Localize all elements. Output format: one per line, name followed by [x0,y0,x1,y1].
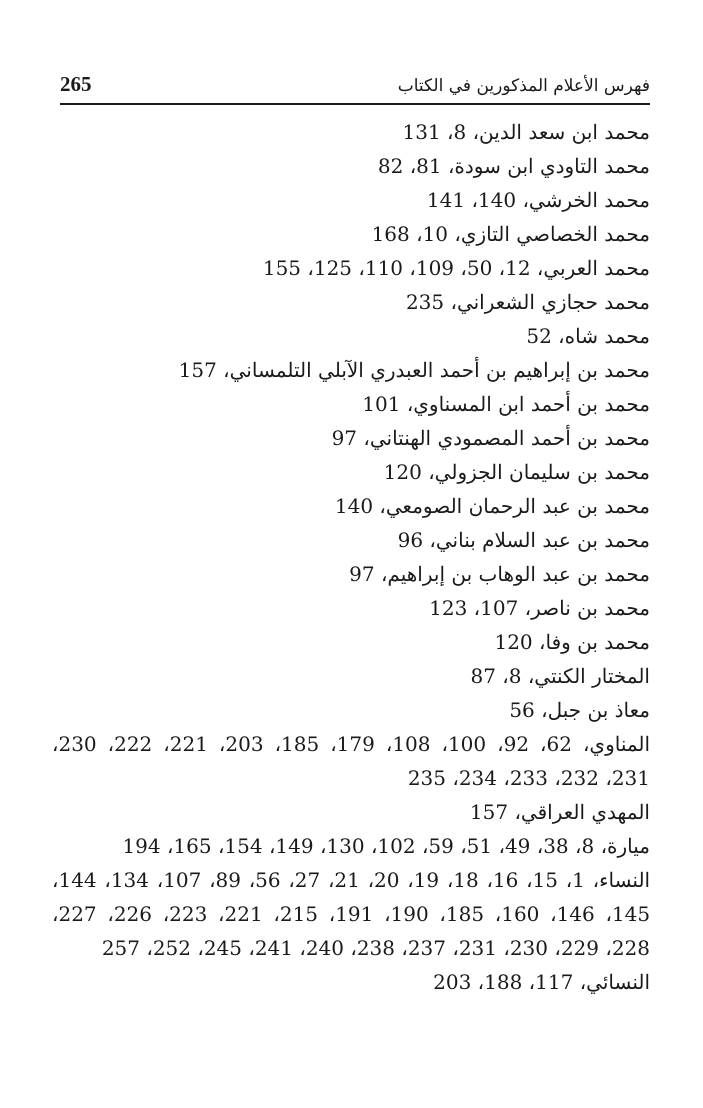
entry-pages: 96 [397,528,424,552]
index-entry [52,863,650,965]
entry-pages: 8، 38، 49، 51، 59، 102، 130، 149، 154، 165، 194 [122,834,595,858]
entry-name: محمد التاودي ابن سودة، [447,154,650,178]
entry-pages: 97 [349,562,375,586]
entry-pages: 52 [526,324,552,348]
index-entry [52,217,650,251]
entry-pages: 56 [509,698,535,722]
index-entry [52,523,650,557]
entry-pages: 117، 188، 203 [433,970,574,994]
entry-pages: 120 [494,630,533,654]
index-entry [52,251,650,285]
entry-name: محمد ابن سعد الدين، [472,120,650,144]
entry-name: محمد بن أحمد ابن المسناوي، [406,392,650,416]
entry-pages: 157 [178,358,217,382]
entry-name: النسائي، [579,970,650,994]
entry-name: معاذ بن جبل، [541,698,650,722]
entry-name: محمد بن عبد الرحمان الصومعي، [379,494,650,518]
entry-pages: 140، 141 [426,188,517,212]
entry-pages: 62، 92، 100، 108، 179، 185، 203، 221، 222، 230، 231، 232، 233، 234، 235 [52,732,650,790]
index-entry [52,319,650,353]
entry-name: محمد حجازي الشعراني، [450,290,650,314]
entry-pages: 157 [469,800,509,824]
entry-name: ميارة، [600,834,650,858]
index-entry [52,115,650,149]
running-title: فهرس الأعلام المذكورين في الكتاب [397,76,650,96]
entry-name: محمد بن عبد الوهاب بن إبراهيم، [380,562,650,586]
entry-pages: 97 [331,426,358,450]
entry-pages: 101 [362,392,401,416]
page-number: 265 [60,72,92,96]
index-entry [52,421,650,455]
entry-name: محمد شاه، [558,324,650,348]
entry-name: محمد العربي، [536,256,650,280]
entry-name: محمد بن وفا، [539,630,650,654]
index-entry [52,353,650,387]
index-entry [52,625,650,659]
entry-pages: 120 [383,460,422,484]
entry-name: المهدي العراقي، [514,800,650,824]
entry-name: محمد بن سليمان الجزولي، [428,460,650,484]
entry-name: المناوي، [582,732,651,756]
index-entry [52,965,650,999]
entry-name: محمد الخرشي، [522,188,650,212]
index-entry [52,387,650,421]
header-rule [60,103,650,105]
entry-pages: 81، 82 [377,154,442,178]
index-entry [52,591,650,625]
index-entry [52,455,650,489]
index-entry [52,727,650,795]
entry-name: محمد الخصاصي التازي، [454,222,650,246]
entry-pages: 8، 131 [402,120,467,144]
entry-pages: 10، 168 [371,222,449,246]
entry-name: محمد بن عبد السلام بناني، [429,528,650,552]
entry-pages: 107، 123 [429,596,519,620]
index-entry [52,285,650,319]
entry-name: محمد بن إبراهيم بن أحمد العبدري الآبلي التلمساني، [223,358,650,382]
index-entry [52,489,650,523]
index-entry [52,183,650,217]
entry-name: النساء، [592,868,651,892]
index-entries [52,115,650,999]
index-entry [52,659,650,693]
index-entry [52,149,650,183]
entry-pages: 235 [405,290,445,314]
index-entry [52,557,650,591]
index-entry [52,693,650,727]
entry-pages: 12، 50، 109، 110، 125، 155 [262,256,531,280]
page-header [60,68,650,104]
entry-pages: 8، 87 [470,664,522,688]
entry-pages: 1، 15، 16، 18، 19، 20، 21، 27، 56، 89، 107، 134، 144، 145، 146، 160، 185، 190، 191، 215، 221، 223، 226، 227، 228، 229، 230، 231، 237، 238، 240، 241، 245، 252، 257 [52,868,651,960]
entry-name: محمد بن ناصر، [524,596,650,620]
index-entry [52,795,650,829]
entry-name: محمد بن أحمد المصمودي الهنتاني، [363,426,650,450]
entry-pages: 140 [334,494,374,518]
entry-name: المختار الكنتي، [527,664,650,688]
index-entry [52,829,650,863]
